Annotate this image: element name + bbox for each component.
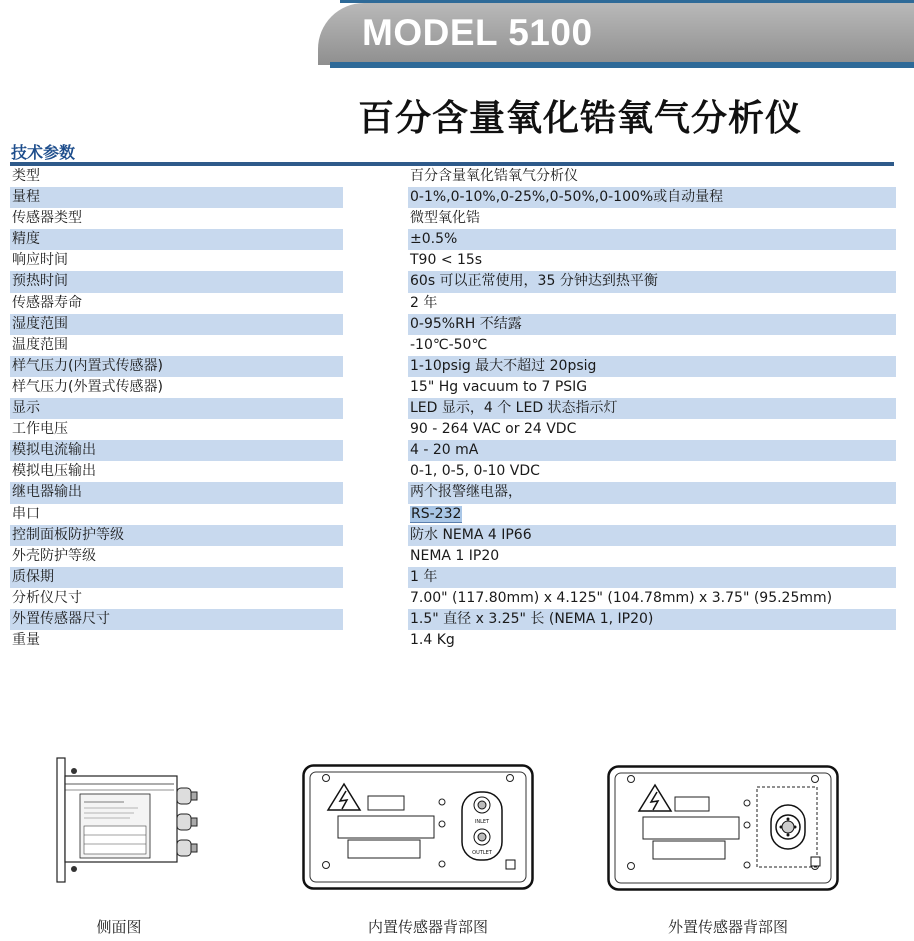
spec-label: 模拟电流输出: [10, 440, 343, 461]
spec-label: 精度: [10, 229, 343, 250]
section-title: 技术参数: [11, 143, 76, 162]
table-row: [10, 525, 894, 546]
table-row: [10, 208, 894, 229]
spec-value: 0-1, 0-5, 0-10 VDC: [410, 463, 540, 480]
serial-port-value: RS-232: [411, 505, 462, 522]
inlet-label: INLET: [474, 819, 490, 825]
table-row: [10, 609, 894, 630]
spec-label: 样气压力(内置式传感器): [10, 356, 343, 377]
table-row: [10, 504, 894, 525]
spec-value: 2 年: [410, 294, 438, 311]
spec-value: LED 显示，4 个 LED 状态指示灯: [408, 398, 896, 419]
table-row: [10, 229, 894, 250]
spec-label: 显示: [10, 398, 343, 419]
spec-value: -10℃-50℃: [410, 336, 488, 353]
spec-value: 60s 可以正常使用，35 分钟达到热平衡: [408, 271, 896, 292]
table-row: [10, 187, 894, 208]
table-row: [10, 567, 894, 588]
spec-label: 响应时间: [12, 252, 68, 269]
internal-sensor-rear-diagram: [302, 764, 534, 890]
spec-value: 0-1%,0-10%,0-25%,0-50%,0-100%或自动量程: [408, 187, 896, 208]
table-row: [10, 335, 894, 356]
banner-blue-stripe: [330, 62, 914, 68]
spec-value: 1.5" 直径 x 3.25" 长 (NEMA 1, IP20): [408, 609, 896, 630]
table-row: [10, 398, 894, 419]
header-banner: [0, 0, 914, 70]
spec-label: 湿度范围: [10, 314, 343, 335]
spec-value: 7.00" (117.80mm) x 4.125" (104.78mm) x 3.75" (95.25mm): [410, 589, 833, 606]
spec-label: 重量: [12, 632, 40, 649]
spec-label: 模拟电压输出: [12, 463, 96, 480]
spec-value: 90 - 264 VAC or 24 VDC: [410, 421, 577, 438]
spec-label: 控制面板防护等级: [10, 525, 343, 546]
spec-value: 百分含量氧化锆氧气分析仪: [410, 168, 578, 184]
spec-label: 预热时间: [10, 271, 343, 292]
internal-sensor-caption: 内置传感器背部图: [367, 918, 488, 936]
spec-value: 0-95%RH 不结露: [408, 314, 896, 335]
table-row: [10, 166, 894, 187]
spec-label: 继电器输出: [10, 482, 343, 503]
spec-value: 防水 NEMA 4 IP66: [408, 525, 896, 546]
table-row: [10, 271, 894, 292]
table-row: [10, 314, 894, 335]
table-row: [10, 546, 894, 567]
spec-label: 样气压力(外置式传感器): [12, 378, 163, 395]
spec-value: NEMA 1 IP20: [410, 547, 500, 564]
spec-value-cell: [408, 504, 896, 525]
spec-value: 15" Hg vacuum to 7 PSIG: [410, 378, 588, 395]
spec-table: [10, 166, 894, 651]
external-sensor-caption: 外置传感器背部图: [667, 918, 788, 936]
spec-value: T90 < 15s: [410, 252, 483, 269]
spec-value: ±0.5%: [408, 229, 896, 250]
table-row: [10, 250, 894, 271]
spec-value: 微型氧化锆: [410, 210, 480, 227]
spec-label: 温度范围: [12, 336, 68, 353]
table-row: [10, 419, 894, 440]
table-row: [10, 588, 894, 609]
spec-label: 质保期: [10, 567, 343, 588]
spec-value: 两个报警继电器，: [408, 482, 896, 503]
external-sensor-rear-diagram: [607, 765, 839, 891]
spec-value: 4 - 20 mA: [408, 440, 896, 461]
spec-label: 外置传感器尺寸: [10, 609, 343, 630]
table-row: [10, 293, 894, 314]
spec-label: 类型: [12, 168, 40, 184]
spec-value: 1.4 Kg: [410, 632, 455, 649]
outlet-label: OUTLET: [472, 850, 492, 856]
spec-label: 工作电压: [12, 421, 68, 438]
table-row: [10, 377, 894, 398]
spec-label: 传感器类型: [12, 210, 82, 227]
side-view-caption: 侧面图: [96, 918, 142, 936]
side-view-diagram: [54, 756, 204, 884]
spec-label: 串口: [12, 505, 40, 522]
table-row: [10, 461, 894, 482]
spec-label: 量程: [10, 187, 343, 208]
model-title: MODEL 5100: [362, 12, 593, 53]
spec-label: 外壳防护等级: [12, 547, 96, 564]
table-row: [10, 482, 894, 503]
table-row: [10, 440, 894, 461]
spec-value: 1 年: [408, 567, 896, 588]
spec-label: 传感器寿命: [12, 294, 82, 311]
spec-value: 1-10psig 最大不超过 20psig: [408, 356, 896, 377]
table-row: [10, 630, 894, 651]
product-title: 百分含量氧化锆氧气分析仪: [358, 98, 803, 139]
spec-label: 分析仪尺寸: [12, 589, 82, 606]
table-row: [10, 356, 894, 377]
